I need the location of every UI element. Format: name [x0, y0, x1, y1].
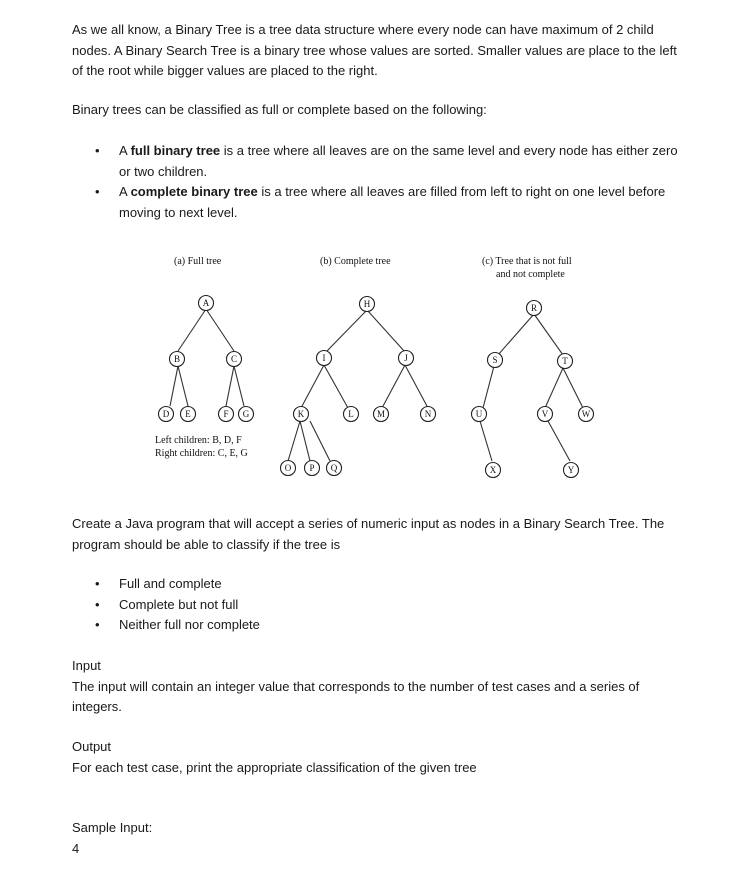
neither-tree-diagram [472, 256, 594, 478]
tree-node-label: P [309, 463, 315, 473]
tree-edge [498, 314, 534, 355]
tree-edge [178, 366, 188, 406]
output-section [72, 737, 688, 778]
full-tree-diagram [155, 256, 254, 459]
tree-edge [548, 421, 570, 461]
tree-node-label: S [492, 355, 498, 365]
definition-rest: is a tree where all leaves are on the same level and every node has either zero [220, 143, 678, 158]
classify-paragraph: Binary trees can be classified as full or complete based on the following: [72, 102, 487, 117]
tree-edge [480, 421, 492, 461]
tree-node-label: R [530, 303, 538, 313]
tree-node-label: E [185, 409, 191, 419]
tree-edge [545, 368, 563, 408]
definition-full [72, 141, 688, 182]
tree-edge [405, 365, 428, 408]
tree-node-label: V [541, 409, 549, 419]
bullet-icon: • [95, 617, 100, 632]
tree-node-label: Q [330, 463, 338, 473]
definition-term: complete binary tree [130, 184, 258, 199]
tree-edge [326, 310, 367, 352]
definition-term: full binary tree [130, 143, 221, 158]
tree-edge [288, 421, 300, 461]
tree-node-label: T [562, 356, 568, 366]
intro-line-2: nodes. A Binary Search Tree is a binary tree whose values are sorted. Smaller values are place to the left [72, 42, 677, 58]
tree-node-label: W [581, 409, 591, 419]
intro-line-1: As we all know, a Binary Tree is a tree data structure where every node can have maximum of 2 child [72, 22, 654, 37]
tree-node-label: O [284, 463, 292, 473]
tree-node-label: B [173, 354, 181, 364]
task-line-1: Create a Java program that will accept a series of numeric input as nodes in a Binary Search Tree. The [72, 516, 665, 531]
sample-input-value: 4 [72, 840, 80, 856]
tree-edge [226, 366, 234, 406]
tree-edge [300, 421, 310, 461]
sample-input-heading: Sample Input: [72, 820, 153, 835]
tree-edge [563, 368, 583, 408]
tree-edge [301, 365, 324, 408]
left-children-note: Left children: B, D, F [155, 435, 242, 446]
tree-edge [534, 314, 563, 355]
right-children-note: Right children: C, E, G [155, 448, 248, 459]
input-line-1: The input will contain an integer value that corresponds to the number of test cases and a series of [72, 678, 640, 694]
tree-node-label: A [202, 298, 210, 308]
tree-node-label: G [242, 409, 250, 419]
definition-prefix: A [119, 184, 131, 199]
input-section [72, 656, 688, 718]
sample-input-section [72, 818, 688, 859]
intro-line-3: of the root while bigger values are placed to the right. [72, 63, 378, 78]
definition-rest: is a tree where all leaves are filled from left to right on one level before [257, 184, 666, 199]
bullet-icon: • [95, 596, 100, 612]
tree-node-label: U [475, 409, 483, 419]
classification-label: Full and complete [119, 576, 222, 591]
tree-node-label: J [404, 353, 408, 363]
bullet-icon: • [95, 184, 100, 199]
neither-tree-caption: (c) Tree that is not full [482, 256, 572, 267]
tree-edge [483, 366, 494, 408]
tree-node-label: I [322, 353, 326, 363]
classification-item [72, 595, 688, 616]
classification-item [72, 615, 688, 636]
tree-node-label: K [297, 409, 305, 419]
tree-edge [324, 365, 348, 408]
classification-label: Neither full nor complete [119, 617, 260, 632]
definitions-list [72, 141, 688, 223]
classification-item [72, 574, 688, 595]
binary-tree-figure [140, 248, 610, 488]
tree-node-label: Y [567, 465, 575, 475]
bullet-icon: • [95, 143, 100, 158]
tree-node-label: X [489, 465, 497, 475]
tree-edge [382, 365, 405, 408]
tree-node-label: M [376, 409, 386, 419]
tree-node-label: N [424, 409, 432, 419]
tree-edge [234, 366, 244, 406]
tree-node-label: F [223, 409, 229, 419]
classification-list [72, 574, 688, 636]
input-heading: Input [72, 658, 101, 673]
task-paragraph [72, 514, 688, 555]
task-line-2: program should be able to classify if the tree is [72, 536, 341, 552]
complete-tree-diagram [281, 256, 436, 476]
tree-node-label: L [348, 409, 354, 419]
output-line-1: For each test case, print the appropriate classification of the given tree [72, 759, 477, 775]
classification-label: Complete but not full [119, 596, 239, 612]
tree-edge [178, 309, 206, 351]
definition-rest-line2: or two children. [119, 163, 208, 179]
output-heading: Output [72, 739, 112, 754]
definition-rest-line2: moving to next level. [119, 204, 238, 220]
input-line-2: integers. [72, 699, 122, 714]
tree-edge [170, 366, 178, 406]
tree-edge [367, 310, 405, 352]
tree-node-label: D [162, 409, 170, 419]
definition-complete [72, 182, 688, 223]
tree-node-label: H [363, 299, 371, 309]
tree-edge [310, 421, 330, 461]
tree-edge [206, 309, 234, 351]
complete-tree-caption: (b) Complete tree [320, 256, 391, 267]
intro-paragraph [72, 20, 688, 82]
full-tree-caption: (a) Full tree [174, 256, 222, 267]
bullet-icon: • [95, 576, 100, 591]
neither-tree-caption-line2: and not complete [496, 269, 565, 280]
tree-node-label: C [230, 354, 238, 364]
definition-prefix: A [119, 143, 131, 158]
